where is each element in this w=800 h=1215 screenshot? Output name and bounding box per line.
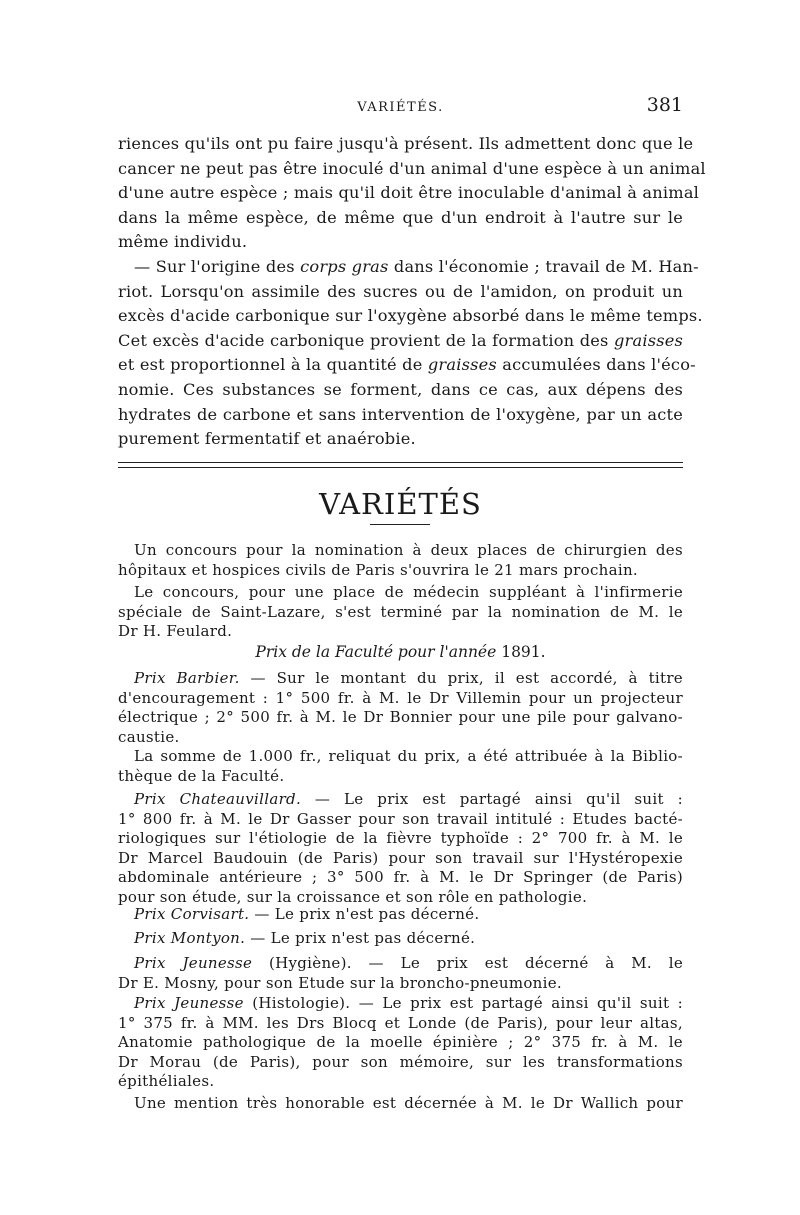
- mention-paragraph: [118, 1094, 683, 1114]
- section-title: VARIÉTÉS: [319, 487, 482, 521]
- title-underline: [370, 524, 430, 525]
- text-line: cancer ne peut pas être inoculé d'un animal d'une espèce à un animal: [118, 158, 706, 178]
- text-line: thèque de la Faculté.: [118, 766, 285, 785]
- text-line: Anatomie pathologique de la moelle épinière ; 2° 375 fr. à M. le: [118, 1033, 683, 1052]
- text-line: spéciale de Saint-Lazare, s'est terminé par la nomination de M. le: [118, 602, 683, 621]
- text-run: — Le prix n'est pas décerné.: [249, 905, 480, 923]
- text-line: [118, 905, 683, 925]
- text-line: La somme de 1.000 fr., reliquat du prix, a été attribuée à la Biblio-: [134, 747, 683, 765]
- text-run: — Sur le montant du prix, il est accordé, à titre: [239, 669, 683, 687]
- continuation-paragraph: [118, 132, 706, 255]
- text-run: (Hygiène). — Le prix est décerné à M. le: [252, 954, 683, 972]
- heading-year: 1891.: [501, 643, 546, 661]
- text-run: dans l'économie ; travail de M. Han-: [388, 257, 699, 276]
- text-run: — Le prix est partagé ainsi qu'il suit :: [301, 790, 683, 808]
- text-line: 1° 375 fr. à MM. les Drs Blocq et Londe (de Paris), pour leur altas,: [118, 1013, 683, 1032]
- text-line: Un concours pour la nomination à deux places de chirurgien des: [134, 541, 683, 559]
- text-line: riences qu'ils ont pu faire jusqu'à présent. Ils admettent donc que le: [118, 134, 694, 153]
- text-line: purement fermentatif et anaérobie.: [118, 429, 416, 449]
- prix-heading: [118, 643, 683, 661]
- text-line: dans la même espèce, de même que d'un endroit à l'autre sur le: [118, 207, 683, 227]
- text-line: même individu.: [118, 232, 248, 252]
- text-run: (Histologie). — Le prix est partagé ainsi qu'il suit :: [243, 994, 683, 1012]
- divider-top: [118, 462, 683, 463]
- prize-name: Prix Chateauvillard.: [134, 790, 302, 808]
- somme-paragraph: [118, 747, 683, 786]
- text-line: Dr E. Mosny, pour son Etude sur la broncho-pneumonie.: [118, 973, 562, 992]
- text-run: et est proportionnel à la quantité de: [118, 355, 428, 375]
- text-line: Dr H. Feulard.: [118, 622, 233, 641]
- prize-name: Prix Montyon.: [134, 929, 246, 947]
- text-line: épithéliales.: [118, 1072, 215, 1091]
- text-line: [118, 255, 699, 280]
- prize-name: Prix Corvisart.: [134, 905, 250, 923]
- heading-text: Prix de la Faculté pour l'année: [255, 643, 502, 661]
- text-run: — Le prix n'est pas décerné.: [245, 929, 476, 947]
- text-line: nomie. Ces substances se forment, dans ce cas, aux dépens des: [118, 379, 683, 399]
- text-line: excès d'acide carbonique sur l'oxygène absorbé dans le même temps.: [118, 306, 703, 326]
- montyon-paragraph: [118, 929, 683, 949]
- corvisart-paragraph: [118, 905, 683, 925]
- italic-term: graisses: [613, 330, 683, 350]
- divider-bottom: [118, 467, 683, 468]
- text-line: caustie.: [118, 727, 180, 746]
- text-run: — Sur l'origine des: [134, 257, 301, 276]
- text-line: Le concours, pour une place de médecin suppléant à l'infirmerie: [134, 583, 683, 601]
- text-line: Dr Morau (de Paris), pour son mémoire, sur les transformations: [118, 1052, 683, 1071]
- text-line: riot. Lorsqu'on assimile des sucres ou de l'amidon, on produit un: [118, 281, 683, 301]
- text-line: pour son étude, sur la croissance et son rôle en pathologie.: [118, 887, 588, 906]
- italic-term: graisses: [427, 355, 497, 375]
- text-line: [118, 954, 683, 974]
- text-line: Dr Marcel Baudouin (de Paris) pour son travail sur l'Hystéropexie: [118, 848, 683, 867]
- running-title: VARIÉTÉS.: [357, 100, 444, 115]
- text-line: Une mention très honorable est décernée à M. le Dr Wallich pour: [134, 1094, 683, 1112]
- text-line: hôpitaux et hospices civils de Paris s'ouvrira le 21 mars prochain.: [118, 560, 638, 579]
- prize-name: Prix Barbier.: [134, 669, 240, 687]
- concours-paragraph: [118, 541, 683, 580]
- text-line: hydrates de carbone et sans intervention de l'oxygène, par un acte: [118, 404, 683, 424]
- text-line: riologiques sur l'étiologie de la fièvre typhoïde : 2° 700 fr. à M. le: [118, 829, 683, 848]
- text-line: [118, 929, 683, 949]
- prize-name: Prix Jeunesse: [134, 994, 244, 1012]
- text-run: accumulées dans l'éco-: [496, 355, 696, 375]
- text-line: abdominale antérieure ; 3° 500 fr. à M. le Dr Springer (de Paris): [118, 868, 683, 887]
- text-line: d'une autre espèce ; mais qu'il doit être inoculable d'animal à animal: [118, 183, 700, 203]
- text-line: [118, 790, 683, 810]
- jeunesse-histologie-paragraph: [118, 994, 683, 1092]
- text-run: Cet excès d'acide carbonique provient de la formation des: [118, 330, 614, 350]
- page-header: [118, 96, 683, 120]
- text-line: [118, 669, 683, 689]
- text-line: d'encouragement : 1° 500 fr. à M. le Dr Villemin pour un projecteur: [118, 688, 683, 707]
- page-number: 381: [646, 94, 683, 116]
- corps-gras-paragraph: [118, 255, 703, 452]
- text-line: 1° 800 fr. à M. le Dr Gasser pour son travail intitulé : Etudes bacté-: [118, 809, 683, 828]
- italic-term: corps gras: [300, 257, 389, 276]
- text-line: [118, 353, 696, 378]
- text-line: [118, 329, 683, 354]
- lazare-paragraph: [118, 583, 683, 642]
- text-line: [118, 994, 683, 1014]
- text-line: électrique ; 2° 500 fr. à M. le Dr Bonnier pour une pile pour galvano-: [118, 708, 683, 727]
- barbier-paragraph: [118, 669, 683, 747]
- chateauvillard-paragraph: [118, 790, 683, 908]
- prize-name: Prix Jeunesse: [134, 954, 253, 972]
- jeunesse-hygiene-paragraph: [118, 954, 683, 993]
